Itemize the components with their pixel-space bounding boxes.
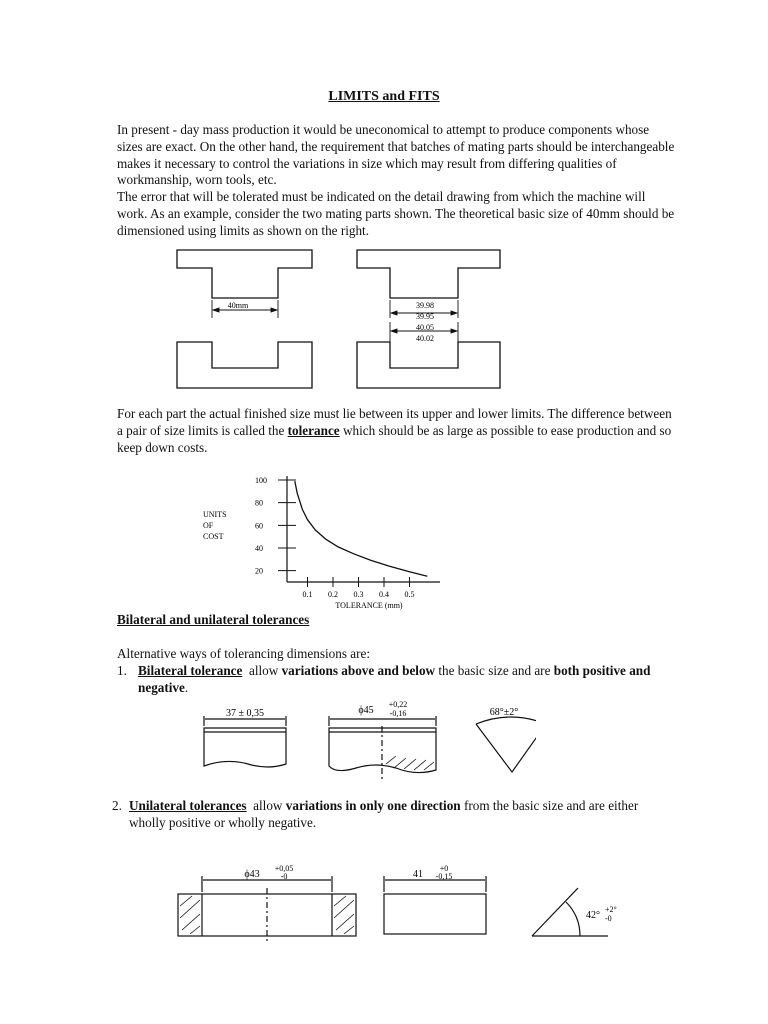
tolerance-term: tolerance [287, 422, 340, 438]
item-1-bold-2: both positive and negative [138, 663, 651, 695]
x-tick-label: 0.1 [302, 590, 313, 599]
bilateral-examples-figure [196, 698, 536, 784]
item-1-text-1: allow [242, 663, 282, 678]
right-dim-2: 39.95 [416, 312, 434, 321]
item-2-term: Unilateral tolerances [129, 798, 247, 813]
angle-sector-68 [476, 724, 536, 772]
block-41 [384, 894, 486, 934]
angle-42-main: 42° [586, 910, 600, 921]
item-2-bold-1: variations in only one direction [285, 798, 461, 813]
right-upper-part [357, 250, 500, 298]
dim-41: 41 [413, 869, 423, 880]
left-lower-part [177, 342, 312, 388]
mating-parts-figure [170, 246, 510, 394]
angle-68: 68°±2° [489, 707, 519, 718]
dim-41-upper: +0 [439, 864, 449, 873]
x-tick-label: 0.4 [379, 590, 389, 599]
x-axis-label: TOLERANCE (mm) [335, 601, 403, 610]
block-37 [204, 728, 286, 767]
page-title: LIMITS and FITS [328, 89, 440, 104]
right-dim-1: 39.98 [416, 301, 434, 310]
block-phi43 [178, 894, 356, 936]
item-1-text-3: . [184, 679, 189, 695]
intro-text-1: In present - day mass production it would be uneconomical to attempt to produce components whose sizes are exact. On the other hand, the requirement that batches of mating parts should be interchangeable makes it necessary to control the variations in size which may result from differing qualities of workmanship, worn tools, etc. [117, 122, 675, 188]
item-1 [117, 663, 677, 697]
series-line-cost [295, 481, 428, 576]
item-1-term: Bilateral tolerance [138, 663, 243, 678]
section-heading: Bilateral and unilateral tolerances [117, 612, 310, 627]
item-1-bold-1: variations above and below [281, 663, 436, 678]
unilateral-examples-figure [168, 858, 628, 942]
y-tick-label: 100 [255, 476, 267, 485]
left-dimension-label: 40mm [227, 301, 249, 310]
right-dim-4: 40.02 [416, 334, 434, 343]
intro-text-2: The error that will be tolerated must be indicated on the detail drawing from which the machine will work. As an example, consider the two mating parts shown. The theoretical basic size of 40mm should be dimensioned using limits as shown on the right. [117, 189, 675, 238]
item-1-text-2: the basic size and are [435, 663, 554, 678]
dim-phi43: ϕ43 [244, 869, 260, 880]
tolerance-paragraph [117, 406, 677, 456]
dim-41-lower: -0,15 [435, 872, 453, 881]
item-1-number: 1. [117, 663, 127, 678]
angle-42-upper: +2° [605, 905, 617, 914]
ylabel-line-1: UNITS [203, 510, 227, 519]
item-2-text-2: from the basic size and are either wholly positive or wholly negative. [129, 798, 639, 830]
left-upper-part [177, 250, 312, 298]
x-tick-label: 0.2 [328, 590, 338, 599]
tolerance-text-before: For each part the actual finished size must lie between its upper and lower limits. The difference between a pair of size limits is called the [117, 406, 672, 438]
item-2-number: 2. [112, 798, 122, 813]
dim-phi43-lower: -0 [280, 872, 288, 881]
x-tick-label: 0.5 [404, 590, 415, 599]
item-2 [112, 798, 678, 832]
y-tick-label: 40 [255, 544, 263, 553]
right-dim-3: 40.05 [416, 323, 434, 332]
dim-phi43-upper: +0,05 [274, 864, 294, 873]
x-tick-label: 0.3 [353, 590, 364, 599]
dim-37: 37 ± 0,35 [226, 708, 264, 719]
ylabel-line-2: OF [203, 521, 214, 530]
right-lower-part [357, 342, 500, 388]
intro-paragraph [117, 122, 677, 240]
y-tick-label: 80 [255, 498, 263, 508]
dim-phi45: ϕ45 [358, 705, 374, 716]
ylabel-line-3: COST [203, 532, 224, 541]
dim-phi45-lower: -0,16 [389, 709, 407, 718]
tolerance-text-after: which should be as large as possible to ease production and so keep down costs. [117, 422, 672, 455]
y-tick-label: 20 [255, 566, 263, 576]
cost-vs-tolerance-chart [195, 468, 450, 614]
section-lead: Alternative ways of tolerancing dimensions are: [117, 646, 371, 661]
angle-42-lower: -0 [605, 914, 612, 923]
y-tick-label: 60 [255, 521, 263, 531]
item-2-text-1: allow [246, 798, 286, 813]
dim-phi45-upper: +0,22 [388, 700, 408, 709]
